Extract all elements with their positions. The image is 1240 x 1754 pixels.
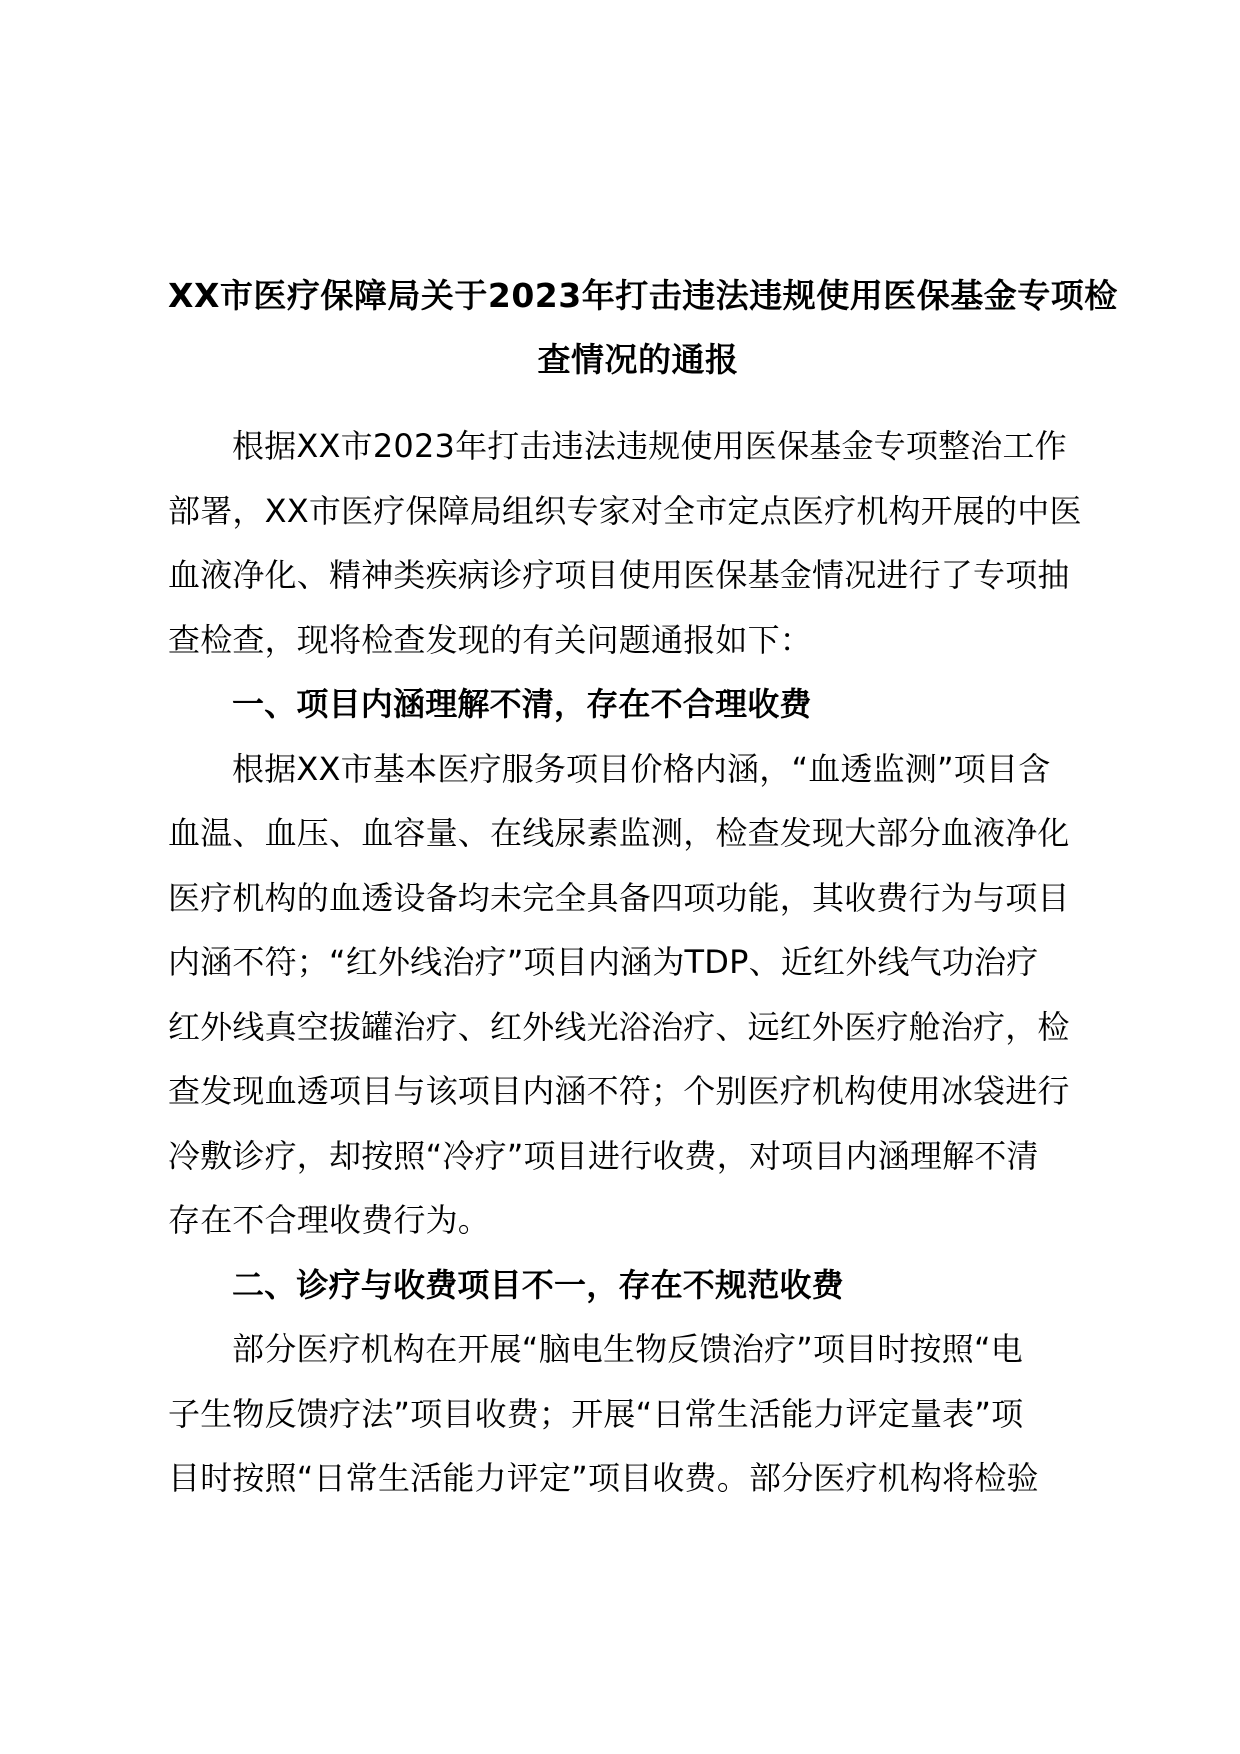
paragraph-line: 子生物反馈疗法”项目收费；开展“日常生活能力评定量表”项 bbox=[168, 1394, 1024, 1433]
paragraph-line: 医疗机构的血透设备均未完全具备四项功能，其收费行为与项目 bbox=[168, 878, 1070, 917]
paragraph-line: 部署，XX市医疗保障局组织专家对全市定点医疗机构开展的中医 bbox=[168, 491, 1082, 530]
document-body bbox=[168, 414, 1108, 1511]
section-heading-1: 一、项目内涵理解不清，存在不合理收费 bbox=[232, 685, 812, 723]
paragraph-line: 内涵不符；“红外线治疗”项目内涵为TDP、近红外线气功治疗 bbox=[168, 943, 1039, 981]
paragraph-line: 目时按照“日常生活能力评定”项目收费。部分医疗机构将检验 bbox=[168, 1459, 1039, 1497]
section-2-paragraph bbox=[168, 1317, 1108, 1511]
document-title bbox=[168, 264, 1118, 392]
paragraph-line: 冷敷诊疗，却按照“冷疗”项目进行收费，对项目内涵理解不清 bbox=[168, 1136, 1039, 1175]
intro-paragraph bbox=[168, 414, 1108, 672]
paragraph-line: 存在不合理收费行为。 bbox=[168, 1201, 491, 1239]
paragraph-line: 根据XX市2023年打击违法违规使用医保基金专项整治工作 bbox=[232, 427, 1067, 465]
section-1-paragraph bbox=[168, 737, 1108, 1253]
paragraph-line: 血温、血压、血容量、在线尿素监测，检查发现大部分血液净化 bbox=[168, 814, 1070, 852]
paragraph-line: 红外线真空拔罐治疗、红外线光浴治疗、远红外医疗舱治疗，检 bbox=[168, 1007, 1070, 1046]
title-line-1: XX市医疗保障局关于2023年打击违法违规使用医保基金专项检 bbox=[168, 276, 1118, 315]
paragraph-line: 根据XX市基本医疗服务项目价格内涵，“血透监测”项目含 bbox=[232, 749, 1051, 788]
paragraph-line: 查发现血透项目与该项目内涵不符；个别医疗机构使用冰袋进行 bbox=[168, 1072, 1070, 1110]
paragraph-line: 查检查，现将检查发现的有关问题通报如下： bbox=[168, 620, 813, 659]
title-line-2: 查情况的通报 bbox=[537, 340, 739, 379]
section-heading-2: 二、诊疗与收费项目不一，存在不规范收费 bbox=[232, 1265, 844, 1304]
document-page bbox=[168, 264, 1118, 1511]
paragraph-line: 血液净化、精神类疾病诊疗项目使用医保基金情况进行了专项抽 bbox=[168, 556, 1070, 594]
paragraph-line: 部分医疗机构在开展“脑电生物反馈治疗”项目时按照“电 bbox=[232, 1330, 1023, 1368]
